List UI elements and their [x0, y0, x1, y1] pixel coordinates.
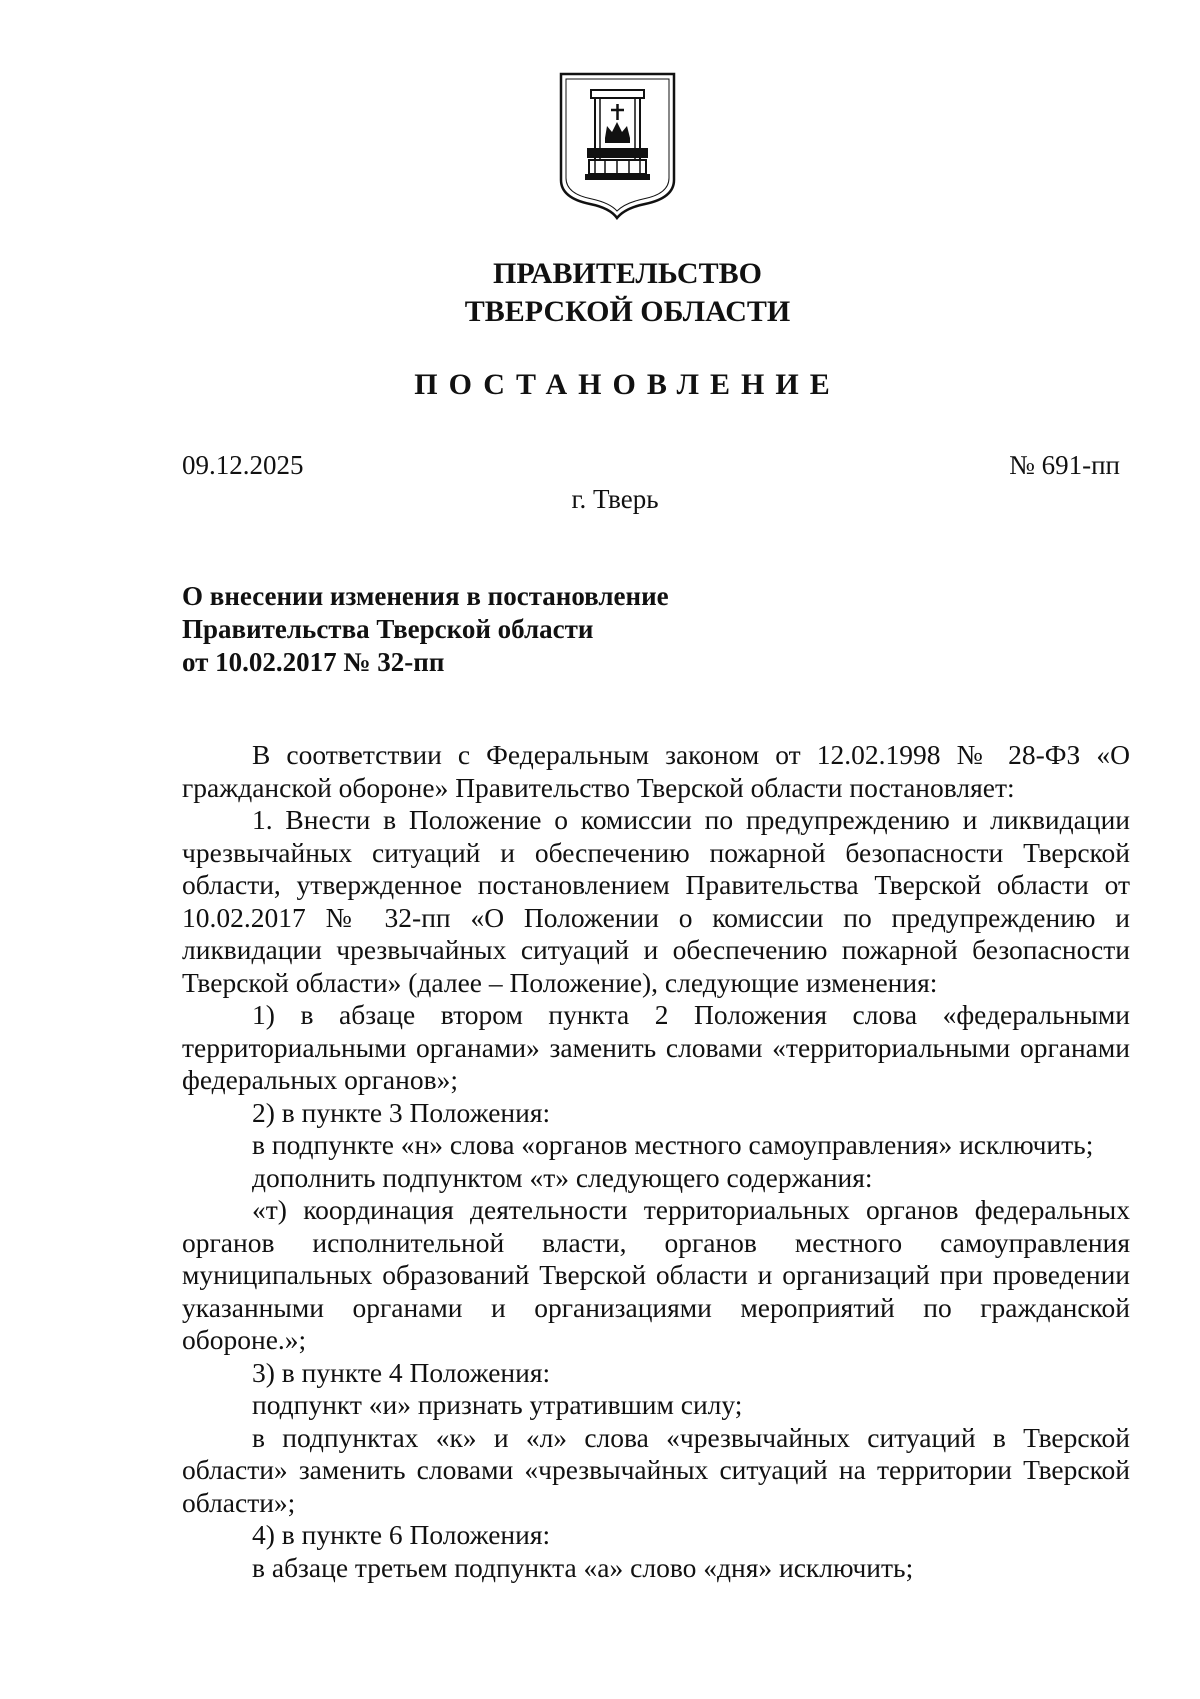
document-date: 09.12.2025	[182, 450, 304, 480]
paragraph: 1) в абзаце втором пункта 2 Положения слова «федеральными территориальными органами» заменить словами «территориальными органами федеральных органов»;	[182, 999, 1130, 1095]
paragraph: в подпункте «н» слова «органов местного самоуправления» исключить;	[252, 1129, 1094, 1160]
paragraph: В соответствии с Федеральным законом от 12.02.1998 № 28-ФЗ «О гражданской обороне» Правительство Тверской области постановляет:	[182, 739, 1130, 803]
paragraph: 3) в пункте 4 Положения:	[252, 1356, 551, 1388]
paragraph: «т) координация деятельности территориальных органов федеральных органов исполнительной власти, органов местного самоуправления муниципальных образований Тверской области и организаций при проведении указанными органами и организациями мероприятий по гражданской обороне.»;	[182, 1194, 1130, 1355]
document-city: г. Тверь	[571, 484, 659, 514]
government-name-line2: ТВЕРСКОЙ ОБЛАСТИ	[464, 295, 791, 328]
government-name-line1: ПРАВИТЕЛЬСТВО	[493, 257, 762, 290]
document-type: ПОСТАНОВЛЕНИЕ	[414, 368, 841, 401]
document-body	[182, 739, 1130, 1584]
document-number: № 691-пп	[1009, 450, 1120, 480]
paragraph: в абзаце третьем подпункта «а» слово «дня» исключить;	[252, 1551, 914, 1583]
paragraph: подпункт «и» признать утратившим силу;	[252, 1389, 743, 1420]
tver-coat-of-arms-icon	[555, 70, 680, 220]
title-line: О внесении изменения в постановление	[182, 581, 669, 611]
title-line: Правительства Тверской области	[182, 614, 594, 644]
paragraph: 2) в пункте 3 Положения:	[252, 1096, 551, 1128]
paragraph: дополнить подпунктом «т» следующего содержания:	[252, 1161, 873, 1193]
paragraph: 1. Внести в Положение о комиссии по предупреждению и ликвидации чрезвычайных ситуаций и обеспечению пожарной безопасности Тверской области, утвержденное постановлением Правительства Тверской области от 10.02.2017 № 32-пп «О Положении о комиссии по предупреждению и ликвидации чрезвычайных ситуаций и обеспечению пожарной безопасности Тверской области» (далее – Положение), следующие изменения:	[182, 804, 1130, 998]
title-line: от 10.02.2017 № 32-пп	[182, 647, 445, 677]
document-title	[182, 580, 669, 679]
paragraph: в подпунктах «к» и «л» слова «чрезвычайных ситуаций в Тверской области» заменить словами «чрезвычайных ситуаций на территории Тверской области»;	[182, 1421, 1130, 1518]
paragraph: 4) в пункте 6 Положения:	[252, 1519, 551, 1550]
